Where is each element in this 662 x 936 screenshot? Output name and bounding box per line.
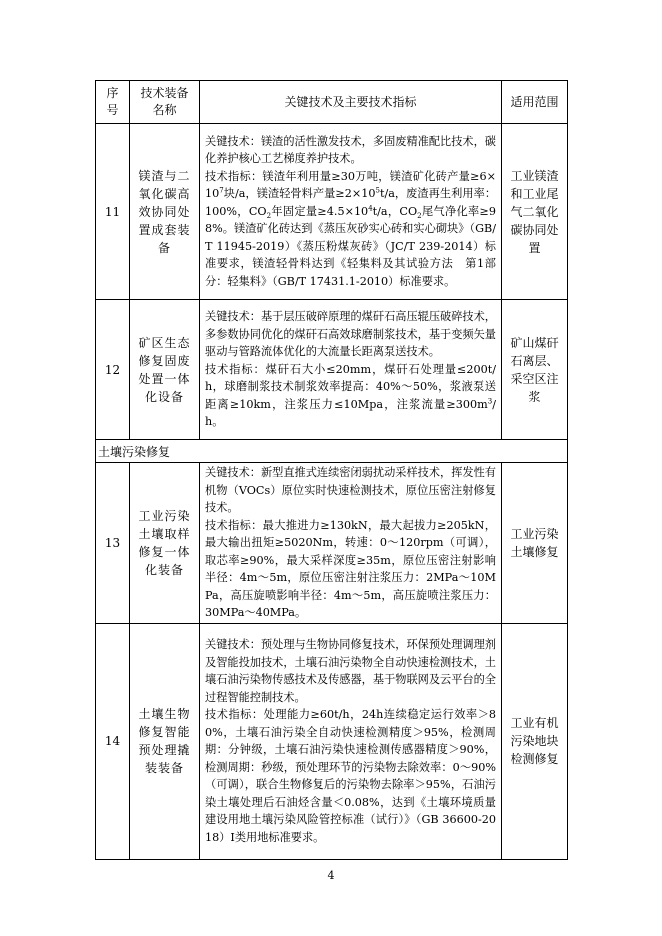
row-number: 14 bbox=[96, 623, 130, 859]
key-tech-paragraph: 关键技术：基于层压破碎原理的煤矸石高压辊压破碎技术，多参数协同优化的煤矸石高效球磨制浆技术，基于变频矢量驱动与管路流体优化的大流量长距离泵送技术。 bbox=[205, 310, 496, 359]
table-header-row bbox=[96, 81, 568, 124]
page-number: 4 bbox=[327, 869, 335, 882]
tech-indicator-text: t/a，废渣再生利用率：100%，CO bbox=[205, 187, 497, 218]
application-scope: 工业污染土壤修复 bbox=[502, 463, 568, 624]
key-technology bbox=[200, 300, 502, 440]
key-tech-paragraph: 关键技术：新型直推式连续密闭弱扰动采样技术，挥发性有机物（VOCs）原位实时快速检测技术，原位压密注射修复技术。 bbox=[205, 466, 496, 514]
section-title: 土壤污染修复 bbox=[96, 440, 568, 463]
key-tech-paragraph: 关键技术：镁渣的活性激发技术，多固废精准配比技术，碳化养护核心工艺梯度养护技术。 bbox=[205, 134, 496, 166]
table-row bbox=[96, 300, 568, 440]
equipment-name: 土壤生物修复智能预处理撬装装备 bbox=[130, 623, 200, 859]
superscript: 5 bbox=[375, 186, 380, 195]
row-number: 12 bbox=[96, 300, 130, 440]
section-row bbox=[96, 440, 568, 463]
tech-indicator-text: 块/a，镁渣轻骨料产量≥2×10 bbox=[223, 187, 376, 201]
header-scope: 适用范围 bbox=[502, 81, 568, 124]
header-key: 关键技术及主要技术指标 bbox=[200, 81, 502, 124]
table-row bbox=[96, 124, 568, 300]
tech-indicator-text: 技术指标：处理能力≥60t/h，24h连续稳定运行效率＞80%，土壤石油污染全自动快速检测精度＞95%，检测周期：分钟级，土壤石油污染快速检测传感器精度＞90%，检测周期：秒级，预处理环节的污染物去除效率：0～90%（可调），联合生物修复后的污染物去除率＞95%，石油污染土壤处理后石油烃含量＜0.08%，达到《土壤环境质量建设用地土壤污染风险管控标准（试行）》（GB 36600-2018）I类用地标准要求。 bbox=[205, 708, 496, 844]
table-row bbox=[96, 623, 568, 859]
tech-indicator-text: 尾气净化率≥98%。镁渣矿化砖达到《蒸压灰砂实心砖和实心砌块》（GB/T 11945-2019）《蒸压粉煤灰砖》（JC/T 239-2014）标准要求，镁渣轻骨料达到《轻集料及其试验方法 第1部分：轻集料》（GB/T 17431.1-2010）标准要求。 bbox=[205, 204, 497, 288]
tech-indicator-text: 技术指标：煤矸石大小≤20mm，煤矸石处理量≤200t/h，球磨制浆技术制浆效率提高：40%～50%，浆液泵送距离≥10km，注浆压力≤10Mpa，注浆流量≥300m bbox=[205, 362, 496, 411]
tech-indicator-text: 技术指标：镁渣年利用量≥30万吨，镁渣矿化砖产量≥6×10 bbox=[205, 169, 496, 201]
equipment-name: 工业污染土壤取样修复一体化装备 bbox=[130, 463, 200, 624]
application-scope: 工业有机污染地块检测修复 bbox=[502, 623, 568, 859]
superscript: 4 bbox=[368, 204, 373, 213]
application-scope: 工业镁渣和工业尾气二氧化碳协同处置 bbox=[502, 124, 568, 300]
application-scope: 矿山煤矸石离层、采空区注浆 bbox=[502, 300, 568, 440]
key-tech-paragraph: 关键技术：预处理与生物协同修复技术，环保预处理调理剂及智能投加技术，土壤石油污染物全自动快速检测技术，土壤石油污染物传感技术及传感器，基于物联网及云平台的全过程智能控制技术。 bbox=[205, 638, 496, 704]
subscript: 2 bbox=[266, 211, 272, 220]
subscript: 2 bbox=[417, 211, 422, 220]
equipment-name: 矿区生态修复固废处置一体化设备 bbox=[130, 300, 200, 440]
tech-indicator-text: t/a，CO bbox=[372, 204, 418, 218]
tech-indicator-text: 年固定量≥4.5×10 bbox=[271, 204, 369, 218]
header-no: 序号 bbox=[96, 81, 130, 124]
key-technology bbox=[200, 124, 502, 300]
tech-indicator-text: /h。 bbox=[205, 397, 496, 429]
equipment-name: 镁渣与二氧化碳高效协同处置成套装备 bbox=[130, 124, 200, 300]
key-technology bbox=[200, 623, 502, 859]
header-name: 技术装备名称 bbox=[130, 81, 200, 124]
key-technology bbox=[200, 463, 502, 624]
row-number: 11 bbox=[96, 124, 130, 300]
tech-indicator-text: 技术指标：最大推进力≥130kN，最大起拔力≥205kN，最大输出扭矩≥5020Nm，转速：0～120rpm（可调），取芯率≥90%，最大采样深度≥35m，原位压密注射影响半径：4m～5m，原位压密注射注浆压力：2MPa～10MPa，高压旋喷影响半径：4m～5m，高压旋喷注浆压力：30MPa～40MPa。 bbox=[205, 518, 496, 619]
superscript: 7 bbox=[219, 186, 224, 195]
equipment-table bbox=[95, 80, 568, 860]
superscript: 3 bbox=[487, 397, 493, 406]
row-number: 13 bbox=[96, 463, 130, 624]
table-row bbox=[96, 463, 568, 624]
